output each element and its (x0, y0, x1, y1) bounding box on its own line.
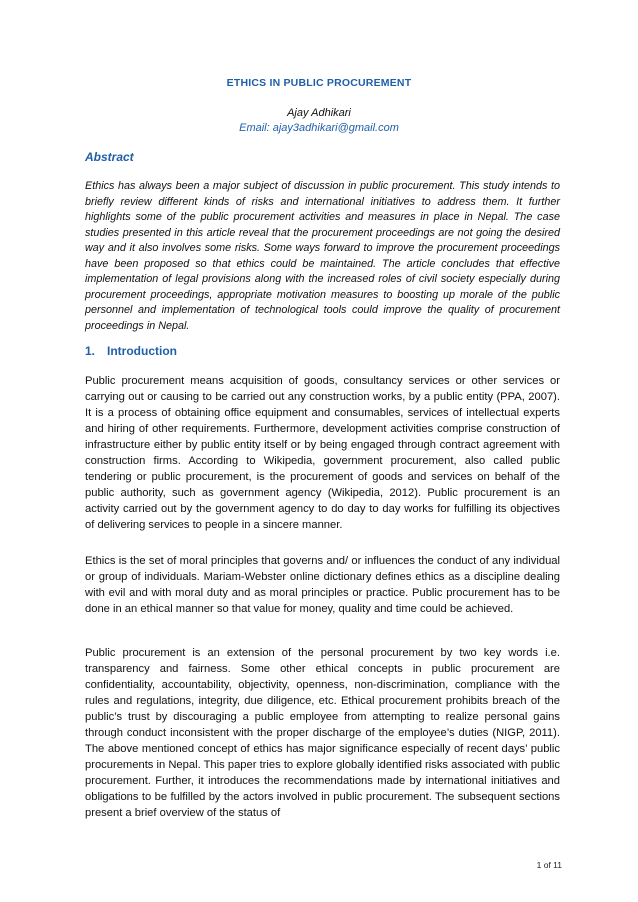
section-number: 1. (85, 344, 96, 358)
abstract-heading: Abstract (85, 150, 134, 164)
document-title-text: ETHICS IN PUBLIC PROCUREMENT (226, 77, 412, 89)
section-title: Introduction (107, 344, 177, 358)
document-title (0, 77, 638, 89)
abstract-text: Ethics has always been a major subject of discussion in public procurement. This study intends to briefly review different kinds of risks and international initiatives to address them. It further highlights some of the public procurement activities and measures in place in Nepal. The case studies presented in this article reveal that the procurement proceedings are not going the desired way and it also involves some risks. Some ways forward to improve the procurement proceedings have been proposed so that ethics could be maintained. The article concludes that effective implementation of legal provisions along with the increased roles of civil society especially during procurement proceedings, appropriate motivation measures to boosting up morale of the public personnel and implementation of technological tools could improve the quality of procurement proceedings in Nepal. (85, 180, 560, 332)
paragraph: Public procurement is an extension of the personal procurement by two key words i.e. transparency and fairness. Some other ethical concepts in public procurement are confidentiality, accountability, objectivity, openness, non-discrimination, compliance with the rules and regulations, integrity, due diligence, etc. Ethical procurement prohibits breach of the public’s trust by discouraging a public employee from attempting to realize personal gains through conduct inconsistent with the proper discharge of the employee’s duties (NIGP, 2011). The above mentioned concept of ethics has major significance especially of recent days’ public procurements in Nepal. This paper tries to explore globally identified risks associated with public procurement. Further, it introduces the recommendations made by international initiatives and obligations to be fulfilled by the actors involved in public procurement. The subsequent sections present a brief overview of the status of (85, 647, 560, 819)
author-name: Ajay Adhikari (287, 107, 351, 119)
section-heading (85, 344, 177, 358)
author-email: Email: ajay3adhikari@gmail.com (239, 122, 399, 134)
paragraph: Ethics is the set of moral principles that governs and/ or influences the conduct of any individual or group of individuals. Mariam-Webster online dictionary defines ethics as a discipline dealing with evil and with moral duty and as moral principles or practice. Public procurement has to be done in an ethical manner so that value for money, quality and time could be achieved. (85, 555, 560, 615)
page-number: 1 of 11 (536, 860, 562, 870)
paragraph: Public procurement means acquisition of goods, consultancy services or other services or carrying out or causing to be carried out any construction works, by a public entity (PPA, 2007). It is a process of obtaining office equipment and consumables, services of intellectual experts and hiring of other requirements. Furthermore, development activities comprise construction of infrastructure either by public entity itself or by being engaged through contract agreement with construction firms. According to Wikipedia, government procurement, also called public tendering or public procurement, is the procurement of goods and services on behalf of the public authority, such as government agency (Wikipedia, 2012). Public procurement is an activity carried out by the government agency to do day to day works for fulfilling its objectives of delivering services to people in a sincere manner. (85, 375, 560, 531)
